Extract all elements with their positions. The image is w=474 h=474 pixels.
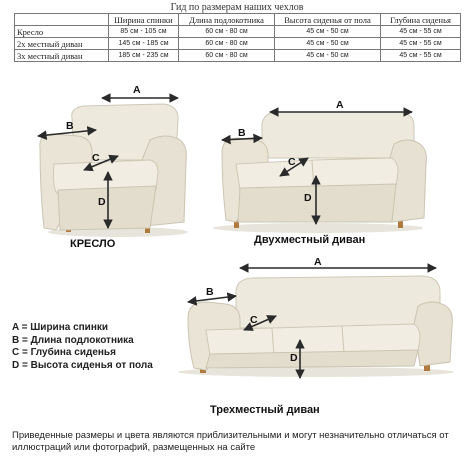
legend-item: A = Ширина спинки	[12, 322, 109, 333]
table-cell: 45 см - 55 см	[381, 26, 461, 38]
legend-item: B = Длина подлокотника	[12, 334, 134, 346]
table-cell: 45 см - 55 см	[381, 50, 461, 62]
table-header-cell: Глубина сиденья	[381, 14, 461, 26]
dimension-letter-a: A	[133, 84, 141, 96]
table-header-cell: Ширина спинки	[109, 14, 179, 26]
dimension-letter-d: D	[304, 192, 312, 204]
legend-item: C = Глубина сиденья	[12, 347, 116, 358]
table-cell: 2х местный диван	[15, 38, 109, 50]
table-cell: Кресло	[15, 26, 109, 38]
dimension-letter-c: C	[92, 152, 100, 164]
table-cell: 60 см - 80 см	[179, 26, 275, 38]
table-header-cell: Высота сиденья от пола	[275, 14, 381, 26]
table-header-cell: Длина подлокотника	[179, 14, 275, 26]
dimension-letter-c: C	[250, 314, 258, 326]
table-cell: 3х местный диван	[15, 50, 109, 62]
table-cell: 60 см - 80 см	[179, 50, 275, 62]
table-cell: 60 см - 80 см	[179, 38, 275, 50]
dimension-letter-a: A	[314, 256, 322, 268]
dimension-letter-d: D	[98, 196, 106, 208]
dimension-letter-b: B	[238, 127, 246, 139]
table-cell: 45 см - 50 см	[275, 38, 381, 50]
three-seater-illustration	[178, 276, 454, 377]
dimension-letter-a: A	[336, 99, 344, 111]
legend-item: D = Высота сиденья от пола	[12, 359, 153, 371]
armchair-caption: КРЕСЛО	[70, 238, 116, 250]
armchair-illustration	[40, 104, 188, 237]
dimension-letter-b: B	[66, 120, 74, 132]
table-cell: 185 см - 235 см	[109, 50, 179, 62]
three-seater-caption: Трехместный диван	[210, 404, 320, 416]
table-cell: 45 см - 50 см	[275, 26, 381, 38]
two-seater-caption: Двухместный диван	[254, 234, 366, 246]
dimension-letter-d: D	[290, 352, 298, 364]
dimension-letter-c: C	[288, 156, 296, 168]
dimension-letter-b: B	[206, 286, 214, 298]
table-cell: 85 см - 105 см	[109, 26, 179, 38]
disclaimer-note: Приведенные размеры и цвета являются приблизительными и могут незначительно отличаться от иллюстраций или фотографий, размещенных на сайте	[12, 430, 449, 453]
page-title: Гид по размерам наших чехлов	[170, 2, 304, 13]
dimension-legend	[12, 322, 153, 372]
table-cell: 45 см - 50 см	[275, 50, 381, 62]
table-cell: 145 см - 185 см	[109, 38, 179, 50]
table-cell: 45 см - 55 см	[381, 38, 461, 50]
